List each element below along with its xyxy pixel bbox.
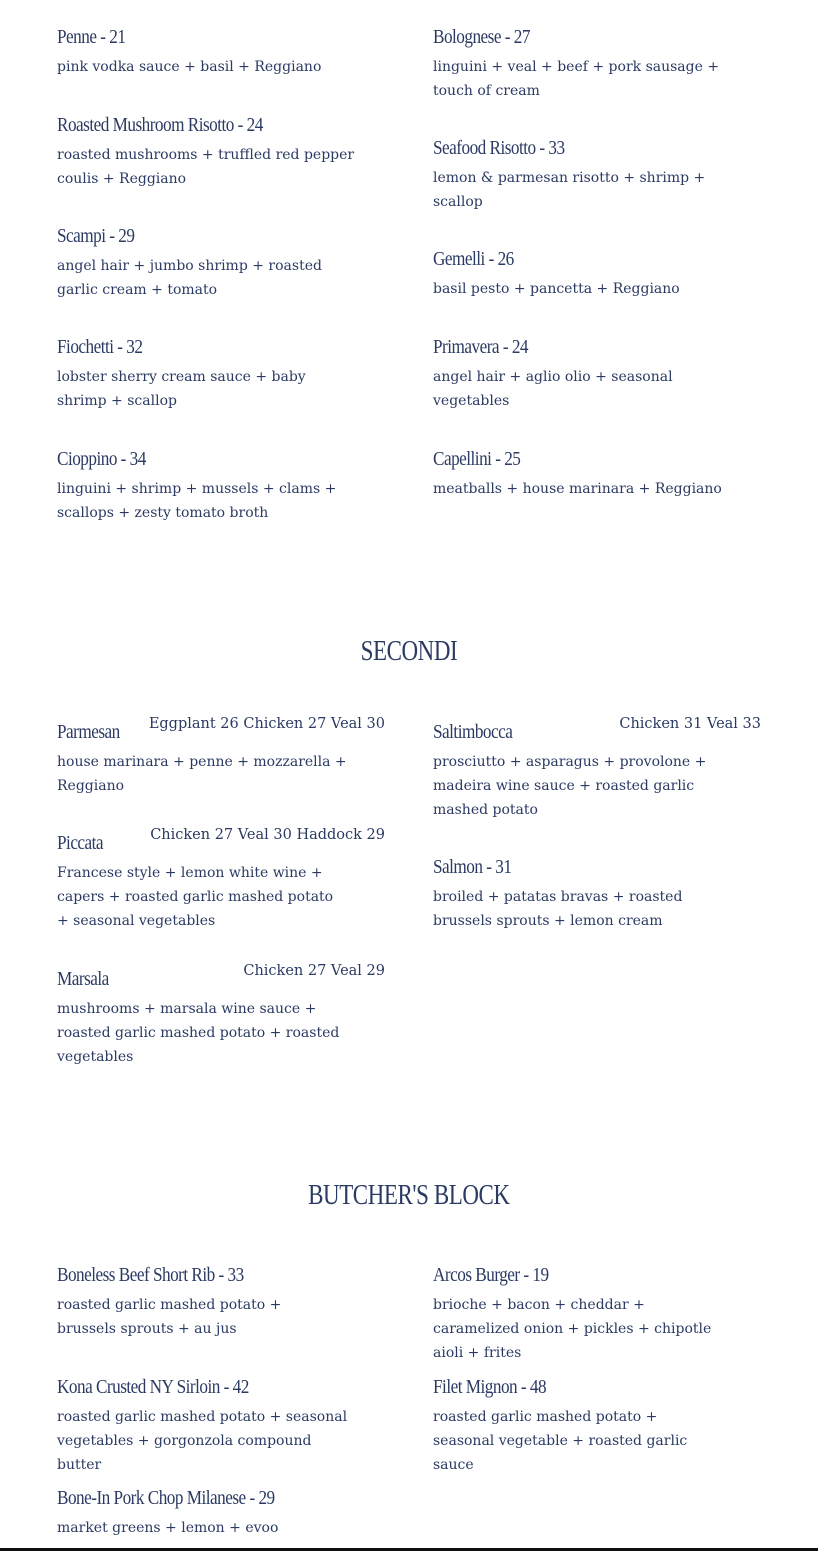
menu-item-boneless-beef-short-rib <box>57 1263 337 1341</box>
menu-item-description: mushrooms + marsala wine sauce + roasted garlic mashed potato + roasted vegetables <box>57 1001 340 1065</box>
menu-item-title: Bolognese - 27 <box>433 26 530 48</box>
menu-item-description: linguini + veal + beef + pork sausage + touch of cream <box>433 59 720 99</box>
menu-item-capellini <box>433 447 753 501</box>
menu-item-piccata <box>57 827 385 933</box>
menu-item-seafood-risotto <box>433 136 723 214</box>
menu-item-title: Penne - 21 <box>57 26 126 48</box>
menu-item-parmesan <box>57 716 385 798</box>
menu-item-description: brioche + bacon + cheddar + caramelized onion + pickles + chipotle aioli + frites <box>433 1297 712 1361</box>
section-heading-text: SECONDI <box>360 636 458 667</box>
menu-item-title: Roasted Mushroom Risotto - 24 <box>57 114 263 136</box>
menu-item-title: Marsala <box>57 968 109 990</box>
menu-item-title: Seafood Risotto - 33 <box>433 137 565 159</box>
menu-item-title: Piccata <box>57 832 104 854</box>
menu-item-title: Bone-In Pork Chop Milanese - 29 <box>57 1487 275 1509</box>
menu-item-penne <box>57 25 357 79</box>
menu-item-title: Primavera - 24 <box>433 336 528 358</box>
menu-item-price-options: Eggplant 26 Chicken 27 Veal 30 <box>148 716 385 732</box>
section-heading-text: BUTCHER'S BLOCK <box>308 1180 510 1211</box>
menu-item-scampi <box>57 224 357 302</box>
menu-item-price-options: Chicken 27 Veal 29 <box>243 963 385 979</box>
menu-item-filet-mignon <box>433 1375 723 1477</box>
menu-item-title: Capellini - 25 <box>433 448 521 470</box>
menu-item-title: Parmesan <box>57 721 120 743</box>
menu-item-description: broiled + patatas bravas + roasted brussels sprouts + lemon cream <box>433 889 683 929</box>
menu-item-primavera <box>433 335 723 413</box>
menu-item-roasted-mushroom-risotto <box>57 113 357 191</box>
menu-item-description: market greens + lemon + evoo <box>57 1520 279 1536</box>
menu-item-saltimbocca <box>433 716 761 822</box>
menu-item-gemelli <box>433 247 723 301</box>
section-heading-secondi <box>0 636 818 668</box>
menu-item-marsala <box>57 963 385 1069</box>
menu-item-description: prosciutto + asparagus + provolone + madeira wine sauce + roasted garlic mashed potato <box>433 754 707 818</box>
menu-item-title: Scampi - 29 <box>57 225 135 247</box>
menu-item-description: lobster sherry cream sauce + baby shrimp + scallop <box>57 369 306 409</box>
menu-item-description: basil pesto + pancetta + Reggiano <box>433 281 680 297</box>
menu-item-description: roasted garlic mashed potato + seasonal vegetable + roasted garlic sauce <box>433 1409 688 1473</box>
menu-item-description: angel hair + jumbo shrimp + roasted garlic cream + tomato <box>57 258 322 298</box>
menu-item-title: Saltimbocca <box>433 721 513 743</box>
menu-item-title: Gemelli - 26 <box>433 248 514 270</box>
menu-item-description: meatballs + house marinara + Reggiano <box>433 481 722 497</box>
menu-item-price-options: Chicken 27 Veal 30 Haddock 29 <box>150 827 385 843</box>
menu-item-fiochetti <box>57 335 357 413</box>
menu-item-price-options: Chicken 31 Veal 33 <box>619 716 761 732</box>
menu-item-title: Filet Mignon - 48 <box>433 1376 547 1398</box>
menu-item-description: Francese style + lemon white wine + capers + roasted garlic mashed potato + seasonal vegetables <box>57 865 334 929</box>
menu-item-bolognese <box>433 25 723 103</box>
menu-item-salmon <box>433 855 733 933</box>
menu-item-title: Arcos Burger - 19 <box>433 1264 549 1286</box>
section-heading-butchers-block <box>0 1180 818 1212</box>
menu-item-title: Salmon - 31 <box>433 856 512 878</box>
menu-item-description: house marinara + penne + mozzarella + Reggiano <box>57 754 347 794</box>
menu-item-title: Kona Crusted NY Sirloin - 42 <box>57 1376 249 1398</box>
menu-item-description: roasted mushrooms + truffled red pepper coulis + Reggiano <box>57 147 355 187</box>
menu-item-cioppino <box>57 447 357 525</box>
menu-item-bone-in-pork-chop-milanese <box>57 1486 357 1540</box>
menu-item-title: Fiochetti - 32 <box>57 336 143 358</box>
menu-item-description: linguini + shrimp + mussels + clams + scallops + zesty tomato broth <box>57 481 337 521</box>
menu-item-title: Cioppino - 34 <box>57 448 146 470</box>
menu-item-title: Boneless Beef Short Rib - 33 <box>57 1264 244 1286</box>
menu-item-kona-crusted-ny-sirloin <box>57 1375 357 1477</box>
menu-item-description: roasted garlic mashed potato + brussels sprouts + au jus <box>57 1297 282 1337</box>
menu-item-description: roasted garlic mashed potato + seasonal vegetables + gorgonzola compound butter <box>57 1409 348 1473</box>
menu-item-arcos-burger <box>433 1263 733 1365</box>
menu-item-description: angel hair + aglio olio + seasonal vegetables <box>433 369 673 409</box>
menu-item-description: lemon & parmesan risotto + shrimp + scallop <box>433 170 706 210</box>
menu-item-description: pink vodka sauce + basil + Reggiano <box>57 59 322 75</box>
